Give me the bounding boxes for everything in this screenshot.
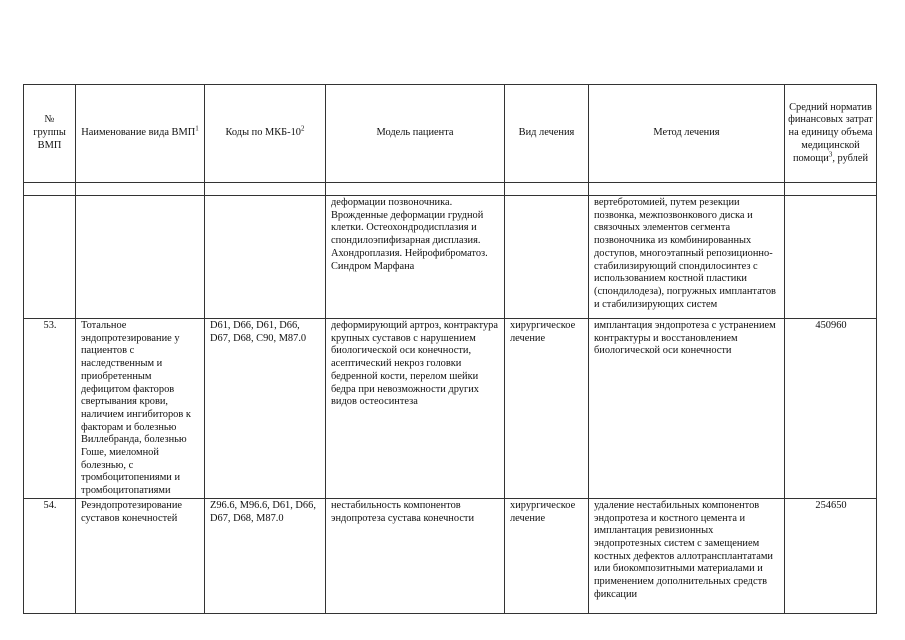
header-method: Метод лечения	[589, 85, 785, 183]
header-group-num: № группы ВМП	[24, 85, 76, 183]
cell-model: нестабильность компонентов эндопротеза сустава конечности	[326, 498, 505, 613]
header-treatment-type: Вид лечения	[505, 85, 589, 183]
cell-treatment: хирургическое лечение	[505, 498, 589, 613]
spacer-row	[24, 183, 877, 196]
table-row	[24, 498, 877, 613]
header-model: Модель пациента	[326, 85, 505, 183]
cell-num	[24, 196, 76, 319]
header-codes: Коды по МКБ-$10^2$	[205, 85, 326, 183]
footnote-1: 1	[195, 124, 199, 133]
cell-norm: 254650	[785, 498, 877, 613]
cell-method: вертебротомией, путем резекции позвонка, межпозвонкового диска и связочных элементов сегмента позвоночника из комбинированных доступов, многоэтапный репозиционно-стабилизирующий спондилосинтез с использованием костной пластики (спондилодеза), погружных имплантатов и стабилизирующих систем	[589, 196, 785, 319]
cell-treatment: хирургическое лечение	[505, 319, 589, 499]
cell-codes: Z96.6, M96.6, D61, D66, D67, D68, M87.0	[205, 498, 326, 613]
cell-codes: D61, D66, D61, D66, D67, D68, C90, M87.0	[205, 319, 326, 499]
cell-codes	[205, 196, 326, 319]
cell-treatment	[505, 196, 589, 319]
cell-name	[76, 196, 205, 319]
cell-name: Реэндопротезирование суставов конечностей	[76, 498, 205, 613]
cell-method: удаление нестабильных компонентов эндопротеза и костного цемента и имплантация ревизионных эндопротезных систем с замещением костных дефектов аллотрансплантатами или биокомпозитными материалами и применением дополнительных средств фиксации	[589, 498, 785, 613]
cell-model: деформирующий артроз, контрактура крупных суставов с нарушением биологической оси конечности, асептический некроз головки бедренной кости, перелом шейки бедра при невозможности других видов остеосинтеза	[326, 319, 505, 499]
vmp-table	[23, 84, 877, 614]
cell-norm: 450960	[785, 319, 877, 499]
cell-model: деформации позвоночника. Врожденные деформации грудной клетки. Остеохондродисплазия и спондилоэпифизарная дисплазия. Ахондроплазия. Нейрофиброматоз. Синдром Марфана	[326, 196, 505, 319]
cell-num: 53.	[24, 319, 76, 499]
footnote-3: 3	[828, 150, 833, 159]
table-row	[24, 196, 877, 319]
cell-num: 54.	[24, 498, 76, 613]
header-row	[24, 85, 877, 183]
header-name: Наименование вида ВМП$^1$	[76, 85, 205, 183]
cell-norm	[785, 196, 877, 319]
cell-name: Тотальное эндопротезирование у пациентов с наследственным и приобретенным дефицитом факторов свертывания крови, наличием ингибиторов к факторам и болезнью Виллебранда, болезнью Гоше, миеломной болезнью, с тромбоцитопениями и тромбоцитопатиями	[76, 319, 205, 499]
cell-method: имплантация эндопротеза с устранением контрактуры и восстановлением биологической оси конечности	[589, 319, 785, 499]
header-norm: Средний норматив финансовых затрат на единицу объема медицинской помощи$^3$, рублей	[785, 85, 877, 183]
table-row	[24, 319, 877, 499]
footnote-2: 2	[301, 124, 305, 133]
